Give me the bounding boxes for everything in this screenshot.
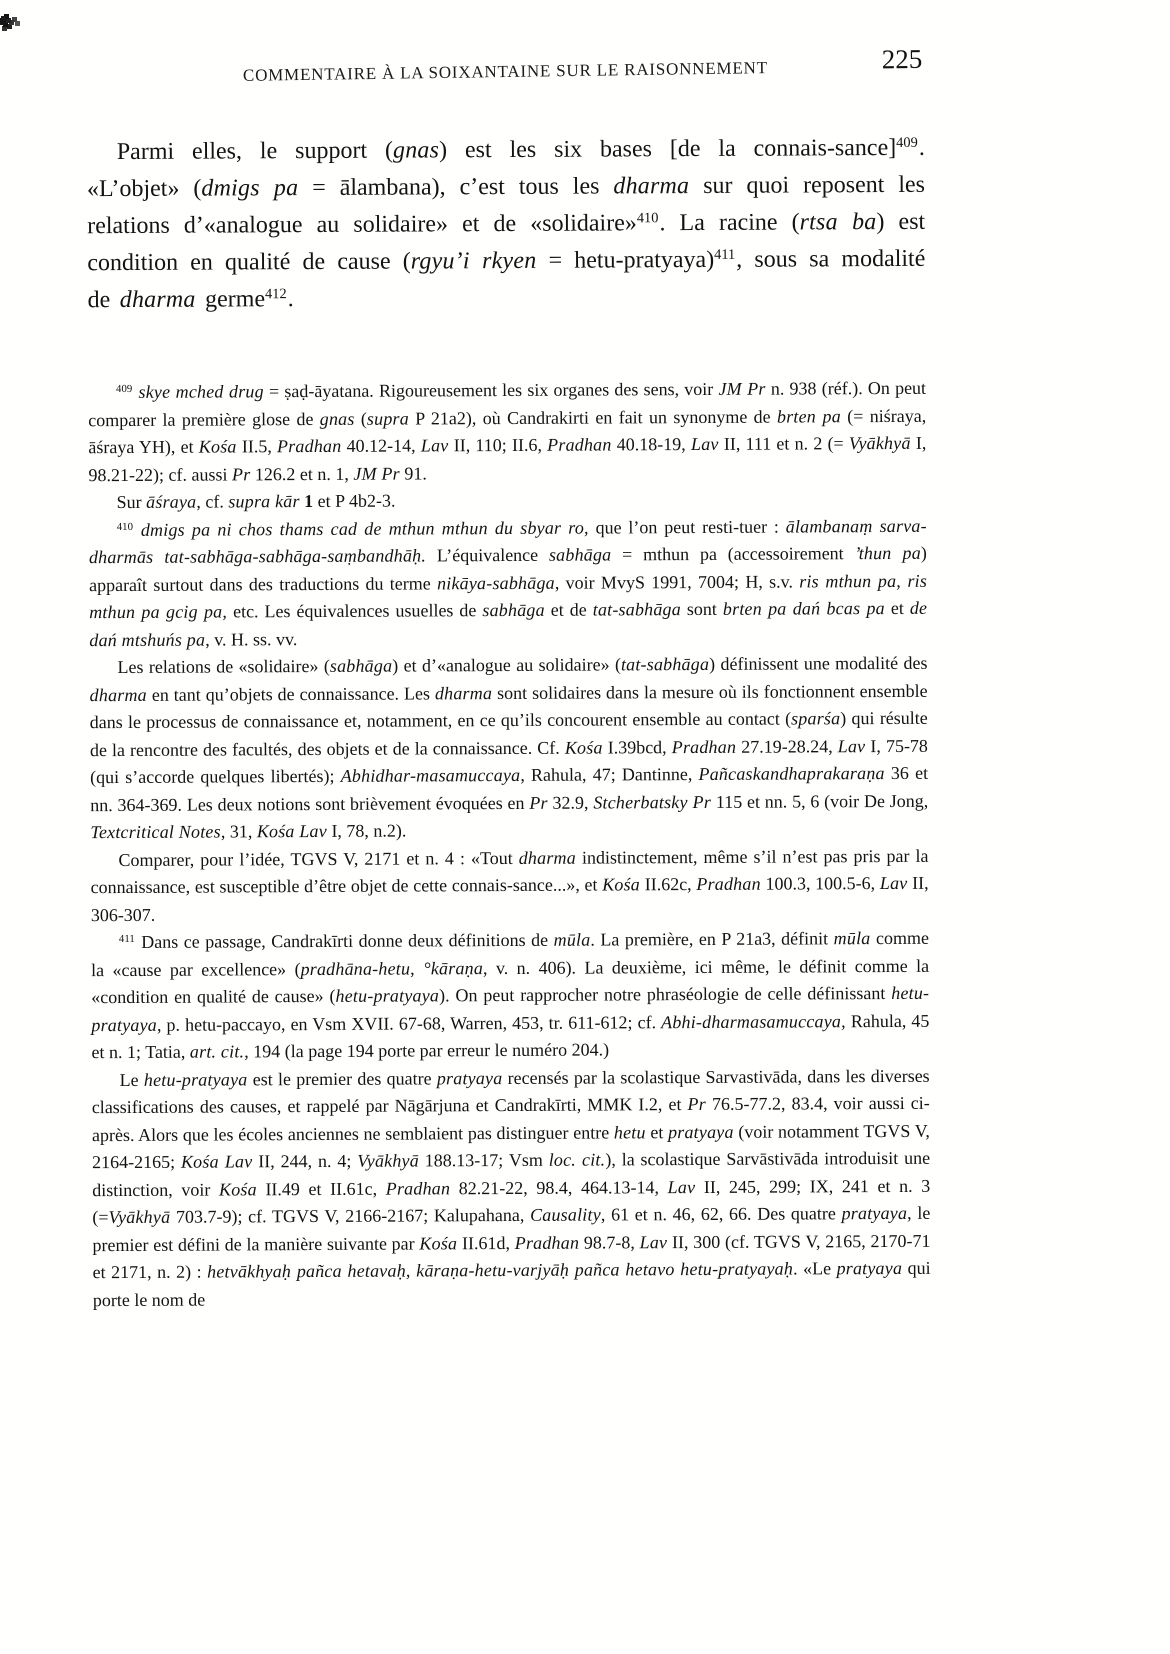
main-text-block (87, 130, 926, 319)
footnote-410-paragraph: $^{410}$ dmigs pa ni chos thams cad de mthun mthun du sbyar ro, que l’on peut resti-tuer : ālambanaṃ sarva-dharmās tat-sabhāga-sabhāga-saṃbandhāḥ. L’équivalence sabhāga = mthun pa (accessoirement ’thun pa) apparaît surtout dans des traductions du terme nikāya-sabhāga, voir MvyS 1991, 7004; H, s.v. ris mthun pa, ris mthun pa gcig pa, etc. Les équivalences usuelles de sabhāga et de tat-sabhāga sont brten pa dań bcas pa et de dań mtshuńs pa, v. H. ss. vv. (88, 515, 928, 650)
running-header (86, 44, 925, 96)
footnote-410-paragraph-3: Comparer, pour l’idée, TGVS V, 2171 et n. 4 : «Tout dharma indistinctement, même s’il n’est pas pris par la connaissance, est susceptible d’être objet de cette connais-sance...», et Kośa II.62c, Pradhan 100.3, 100.5-6, Lav II, 306-307. (90, 845, 929, 925)
footnotes-section (88, 375, 931, 1314)
chapter-title: COMMENTAIRE À LA SOIXANTAINE SUR LE RAISONNEMENT (242, 58, 768, 85)
footnote-411-paragraph: $^{411}$ Dans ce passage, Candrakīrti donne deux définitions de mūla. La première, en P 21a3, définit mūla comme la «cause par excellence» (pradhāna-hetu, °kāraṇa, v. n. 406). La deuxième, ici même, le définit comme la «condition en qualité de cause» (hetu-pratyaya). On peut rapprocher notre phraséologie de celle définissant hetu-pratyaya, p. hetu-paccayo, en Vsm XVII. 67-68, Warren, 453, tr. 611-612; cf. Abhi-dharmasamuccaya, Rahula, 45 et n. 1; Tatia, art. cit., 194 (la page 194 porte par erreur le numéro 204.) (91, 927, 930, 1063)
footnote-409-paragraph: $^{409}$ skye mched drug = ṣaḍ-āyatana. Rigoureusement les six organes des sens, voir JM Pr n. 938 (réf.). On peut comparer la première glose de gnas (supra P 21a2), où Candrakirti en fait un synonyme de brten pa (= niśraya, āśraya YH), et Kośa II.5, Pradhan 40.12-14, Lav II, 110; II.6, Pradhan 40.18-19, Lav II, 111 et n. 2 (= Vyākhyā I, 98.21-22); cf. aussi Pr 126.2 et n. 1, JM Pr 91. (88, 377, 927, 485)
footnote-409-paragraph-2: Sur āśraya, cf. supra kār 1 et P 4b2-3. (116, 490, 396, 513)
footnote-411-paragraph-2: Le hetu-pratyaya est le premier des quatre pratyaya recensés par la scolastique Sarvastivāda, dans les diverses classifications des causes, et rappelé par Nāgārjuna et Candrakīrti, MMK I.2, et Pr 76.5-77.2, 83.4, voir aussi ci-après. Alors que les écoles anciennes ne semblaient pas distinguer entre hetu et pratyaya (voir notamment TGVS V, 2164-2165; Kośa Lav II, 244, n. 4; Vyākhyā 188.13-17; Vsm loc. cit.), la scolastique Sarvāstivāda introduisit une distinction, voir Kośa II.49 et II.61c, Pradhan 82.21-22, 98.4, 464.13-14, Lav II, 245, 299; IX, 241 et n. 3 (=Vyākhyā 703.7-9); cf. TGVS V, 2166-2167; Kalupahana, Causality, 61 et n. 46, 62, 66. Des quatre pratyaya, le premier est défini de la manière suivante par Kośa II.61d, Pradhan 98.7-8, Lav II, 300 (cf. TGVS V, 2165, 2170-71 et 2171, n. 2) : hetvākhyaḥ pañca hetavaḥ, kāraṇa-hetu-varjyāḥ pañca hetavo hetu-pratyayaḥ. «Le pratyaya qui porte le nom de (91, 1065, 931, 1310)
ink-smudge-artifact (1, 16, 6, 21)
body-paragraph: Parmi elles, le support (gnas) est les six bases [de la connais-sance]$^{409}$. «L’objet» (dmigs pa = ālambana), c’est tous les dharma sur quoi reposent les relations d’«analogue au solidaire» et de «solidaire»$^{410}$. La racine (rtsa ba) est condition en qualité de cause (rgyu’i rkyen = hetu-pratyaya)$^{411}$, sous sa modalité de dharma germe$^{412}$. (86, 134, 926, 314)
footnote-410-paragraph-2: Les relations de «solidaire» (sabhāga) et d’«analogue au solidaire» (tat-sabhāga) définissent une modalité des dharma en tant qu’objets de connaissance. Les dharma sont solidaires dans la mesure où ils fonctionnent ensemble dans le processus de connaissance et, notamment, en ce qu’ils concourent ensemble au contact (sparśa) qui résulte de la rencontre des facultés, des objets et de la connaissance. Cf. Kośa I.39bcd, Pradhan 27.19-28.24, Lav I, 75-78 (qui s’accorde quelques libertés); Abhidhar-masamuccaya, Rahula, 47; Dantinne, Pañcaskandhaprakaraṇa 36 et nn. 364-369. Les deux notions sont brièvement évoquées en Pr 32.9, Stcherbatsky Pr 115 et nn. 5, 6 (voir De Jong, Textcritical Notes, 31, Kośa Lav I, 78, n.2). (89, 652, 929, 843)
page-number: 225 (881, 43, 923, 75)
page-content (86, 0, 931, 1314)
